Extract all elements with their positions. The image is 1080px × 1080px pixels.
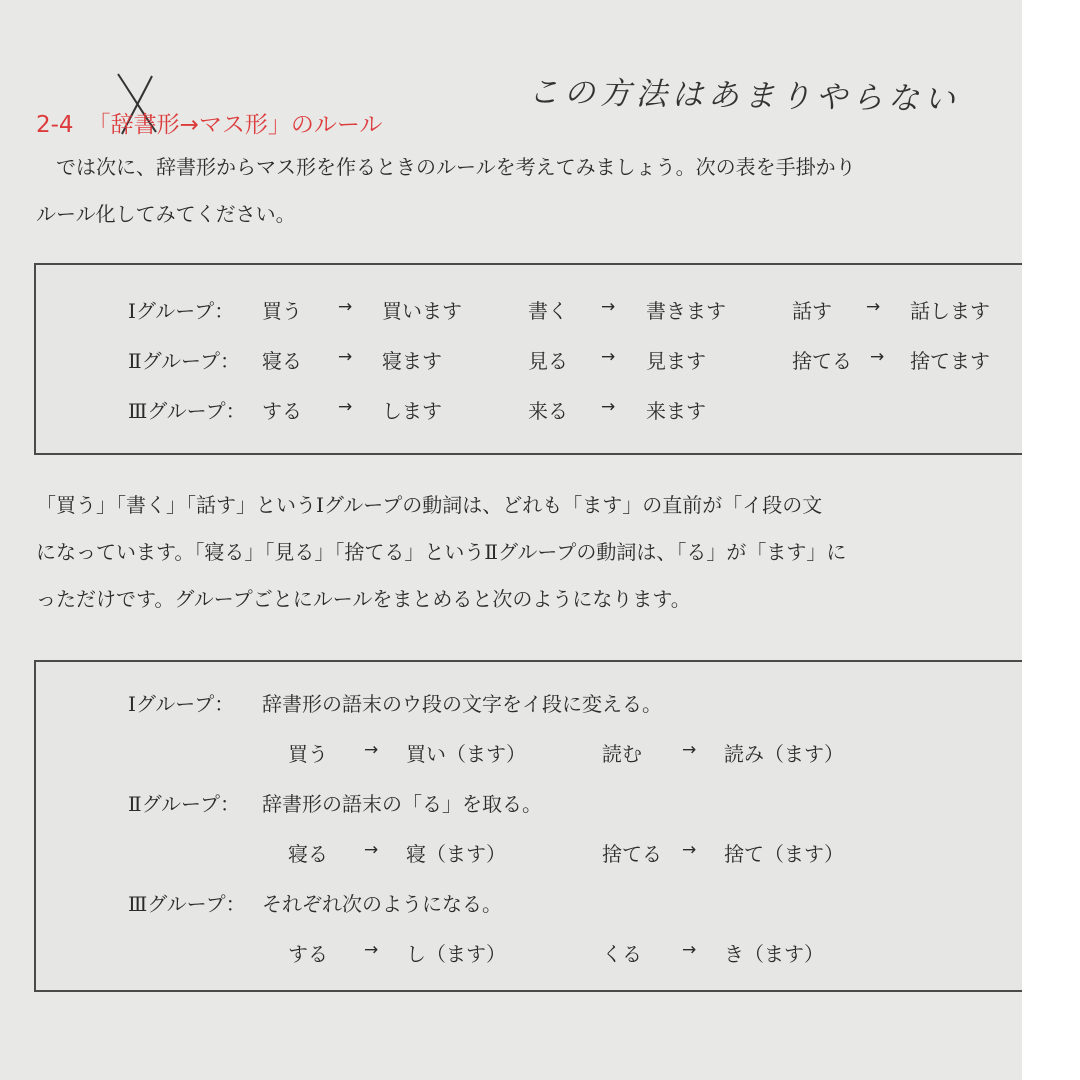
arrow-icon: → (338, 297, 353, 317)
handwritten-note: この方法はあまりやらない (527, 74, 961, 118)
masu-form: 来ます (646, 399, 706, 423)
section-title: 「辞書形→マス形」のルール (87, 112, 383, 138)
masu-form: 書きます (646, 299, 726, 323)
arrow-icon: → (601, 347, 616, 367)
dictionary-form: 読む (602, 742, 642, 766)
intro-line: ルール化してみてください。 (36, 202, 296, 226)
arrow-icon: → (601, 397, 616, 417)
stem-form: し（ます） (406, 942, 506, 966)
group-label: Ⅲグループ： (128, 892, 246, 916)
group-label: Ⅱグループ： (128, 792, 240, 816)
section-number: 2-4 (36, 112, 74, 138)
rule-text: それぞれ次のようになる。 (262, 892, 502, 916)
masu-form: 捨てます (910, 349, 990, 373)
dictionary-form: 買う (288, 742, 328, 766)
arrow-icon: → (338, 397, 353, 417)
masu-form: 話します (910, 299, 990, 323)
intro-line: では次に、辞書形からマス形を作るときのルールを考えてみましょう。次の表を手掛かり (36, 155, 856, 179)
explanation-line: になっています。「寝る」「見る」「捨てる」というⅡグループの動詞は、「る」が「ます」に (36, 540, 847, 564)
dictionary-form: 寝る (288, 842, 328, 866)
stem-form: 寝（ます） (406, 842, 506, 866)
dictionary-form: 買う (262, 299, 302, 323)
dictionary-form: 捨てる (602, 842, 662, 866)
rules-table (34, 660, 1022, 992)
dictionary-form: 見る (528, 349, 568, 373)
arrow-icon: → (364, 940, 379, 960)
arrow-icon: → (866, 297, 881, 317)
arrow-icon: → (870, 347, 885, 367)
explanation-line: 「買う」「書く」「話す」というⅠグループの動詞は、どれも「ます」の直前が「イ段の文 (36, 493, 823, 517)
group-label: Ⅰグループ： (128, 299, 235, 323)
rule-text: 辞書形の語末のウ段の文字をイ段に変える。 (262, 692, 662, 716)
dictionary-form: 書く (528, 299, 568, 323)
arrow-icon: → (364, 840, 379, 860)
arrow-icon: → (338, 347, 353, 367)
arrow-icon: → (682, 940, 697, 960)
dictionary-form: 捨てる (792, 349, 852, 373)
dictionary-form: 寝る (262, 349, 302, 373)
group-label: Ⅰグループ： (128, 692, 235, 716)
dictionary-form: する (262, 399, 302, 423)
stem-form: 買い（ます） (406, 742, 526, 766)
arrow-icon: → (364, 740, 379, 760)
masu-form: 寝ます (382, 349, 442, 373)
arrow-icon: → (682, 740, 697, 760)
group-label: Ⅱグループ： (128, 349, 240, 373)
masu-form: します (382, 399, 442, 423)
arrow-icon: → (682, 840, 697, 860)
stem-form: 読み（ます） (724, 742, 844, 766)
dictionary-form: 話す (792, 299, 832, 323)
stem-form: 捨て（ます） (724, 842, 844, 866)
rule-text: 辞書形の語末の「る」を取る。 (262, 792, 542, 816)
arrow-icon: → (601, 297, 616, 317)
dictionary-form: する (288, 942, 328, 966)
stem-form: き（ます） (724, 942, 824, 966)
masu-form: 見ます (646, 349, 706, 373)
intro-paragraph (36, 144, 1016, 238)
explanation-paragraph (36, 482, 1016, 623)
conjugation-table (34, 263, 1022, 455)
dictionary-form: 来る (528, 399, 568, 423)
section-heading (36, 106, 382, 139)
group-label: Ⅲグループ： (128, 399, 246, 423)
masu-form: 買います (382, 299, 462, 323)
dictionary-form: くる (602, 942, 642, 966)
explanation-line: っただけです。グループごとにルールをまとめると次のようになります。 (36, 587, 691, 611)
